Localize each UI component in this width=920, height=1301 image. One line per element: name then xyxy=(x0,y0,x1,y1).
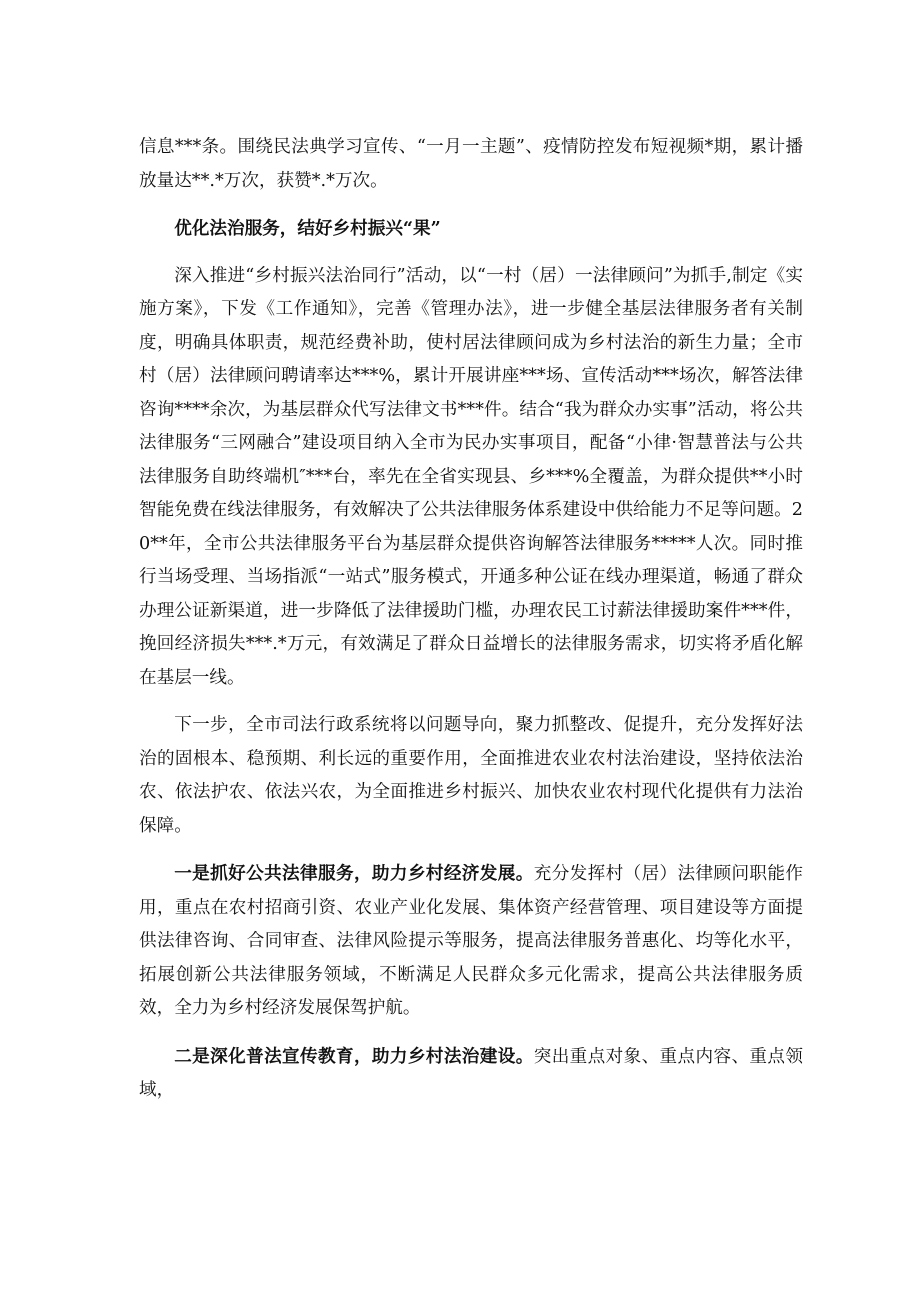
point-one-body: 充分发挥村（居）法律顾问职能作用，重点在农村招商引资、农业产业化发展、集体资产经营管理、项目建设等方面提供法律咨询、合同审查、法律风险提示等服务，提高法律服务普惠化、均等化水平，拓展创新公共法律服务领域，不断满足人民群众多元化需求，提高公共法律服务质效，全力为乡村经济发展保驾护航。 xyxy=(139,864,803,1018)
point-one-lead: 一是抓好公共法律服务，助力乡村经济发展。 xyxy=(174,863,534,884)
paragraph-legal-service: 深入推进“乡村振兴法治同行”活动，以“一村（居）一法律顾问”为抓手,制定《实施方案》，下发《工作通知》，完善《管理办法》，进一步健全基层法律服务者有关制度，明确具体职责，规范经费补助，使村居法律顾问成为乡村法治的新生力量；全市村（居）法律顾问聘请率达***%，累计开展讲座***场、宣传活动***场次，解答法律咨询****余次，为基层群众代写法律文书***件。结合“我为群众办实事”活动，将公共法律服务“三网融合”建设项目纳入全市为民办实事项目，配备“小律·智慧普法与公共法律服务自助终端机″***台，率先在全省实现县、乡***%全覆盖，为群众提供**小时智能免费在线法律服务，有效解决了公共法律服务体系建设中供给能力不足等问题。20**年，全市公共法律服务平台为基层群众提供咨询解答法律服务*****人次。同时推行当场受理、当场指派“一站式”服务模式，开通多种公证在线办理渠道，畅通了群众办理公证新渠道，进一步降低了法律援助门槛，办理农民工讨薪法律援助案件***件，挽回经济损失***.*万元，有效满足了群众日益增长的法律服务需求，切实将矛盾化解在基层一线。 xyxy=(139,265,803,688)
document-body xyxy=(139,131,803,1122)
paragraph-continuation: 信息***条。围绕民法典学习宣传、“一月一主题”、疫情防控发布短视频*期，累计播放量达**.*万次，获赞*.*万次。 xyxy=(139,137,803,191)
point-two-lead: 二是深化普法宣传教育，助力乡村法治建设。 xyxy=(174,1045,534,1067)
paragraph-next-step: 下一步，全市司法行政系统将以问题导向，聚力抓整改、促提升，充分发挥好法治的固根本、稳预期、利长远的重要作用，全面推进农业农村法治建设，坚持依法治农、依法护农、依法兴农，为全面推进乡村振兴、加快农业农村现代化提供有力法治保障。 xyxy=(139,715,803,836)
point-two-body: 突出重点对象、重点内容、重点领域， xyxy=(139,1046,803,1100)
section-heading: 优化法治服务，结好乡村振兴“果” xyxy=(174,218,441,239)
paragraph-point-two xyxy=(139,1040,803,1108)
paragraph-point-one xyxy=(139,857,803,1026)
